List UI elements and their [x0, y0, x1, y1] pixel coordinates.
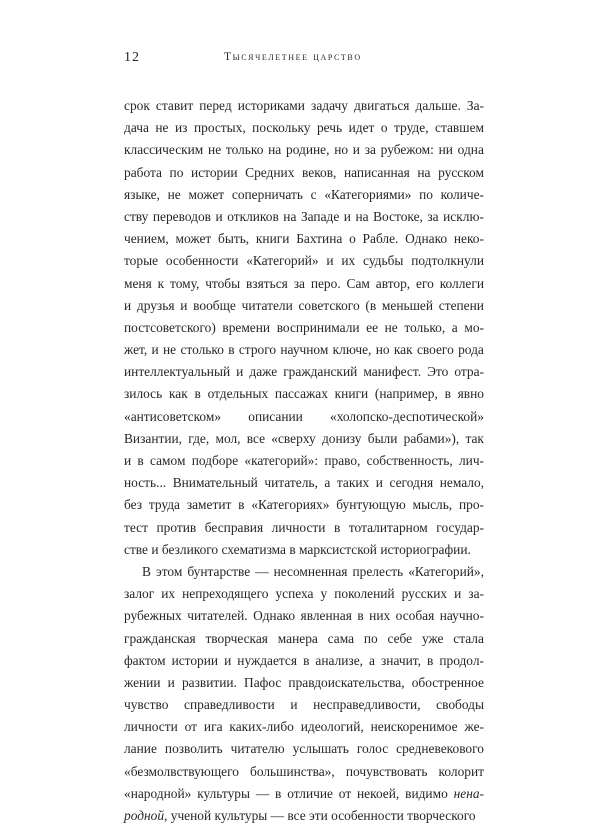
text-line: стве и безликого схематизма в марксистской историографии.: [124, 541, 471, 557]
text-line: чувство справедливости и несправедливости, свободы: [124, 697, 484, 713]
text-line: ность... Внимательный читатель, а таких и сегодня немало,: [124, 475, 484, 491]
text-line: интеллектуальный и даже гражданский манифест. Это отра-: [124, 364, 484, 380]
text-line: «народной» культуры — в отличие от некоей, видимо нена-: [124, 785, 484, 801]
text-line: фактом истории и нуждается в анализе, а значит, в продол-: [124, 652, 484, 668]
text-line: торые особенности «Категорий» и их судьбы подтолкнули: [124, 253, 484, 269]
text-line: постсоветского) времени воспринимали ее не только, а мо-: [124, 319, 484, 335]
text-line: жении и развитии. Пафос правдоискательства, обостренное: [124, 674, 484, 690]
text-line: гражданская творческая манера сама по себе уже стала: [124, 630, 484, 646]
text-line: срок ставит перед историками задачу двигаться дальше. За-: [124, 98, 484, 113]
text-line: чением, может быть, книги Бахтина о Рабле. Однако неко-: [124, 231, 484, 247]
running-title: Тысячелетнее царство: [224, 51, 362, 63]
text-line: «безмолвствующего большинства», почувствовать колорит: [124, 763, 484, 779]
text-line: «антисоветском» описании «холопско-деспотической»: [124, 408, 484, 424]
paragraph: [124, 561, 484, 827]
text-line: работа по истории Средних веков, написанная на русском: [124, 164, 484, 180]
text-line: рубежных читателей. Однако явленная в них особая научно-: [124, 608, 484, 624]
running-head: [124, 50, 484, 68]
text-line: классическим не только на родине, но и за рубежом: ни одна: [124, 142, 484, 158]
body-text: [124, 95, 484, 827]
text-line: Византии, где, мол, все «сверху донизу были рабами»), так: [124, 430, 484, 446]
text-line: родной, ученой культуры — все эти особенности творческого: [124, 808, 476, 823]
text-line: лание позволить читателю услышать голос средневекового: [124, 741, 484, 757]
text-line: без труда заметит в «Категориях» бунтующую мысль, про-: [124, 497, 485, 513]
text-line: языке, не может соперничать с «Категориями» по количе-: [124, 186, 484, 202]
text-line: ству переводов и откликов на Западе и на Востоке, за исклю-: [124, 208, 484, 224]
paragraph: [124, 95, 484, 561]
text-line: залог их непреходящего успеха у поколений русских и за-: [124, 586, 484, 602]
text-line: зилось как в отдельных пассажах книги (например, в явно: [124, 386, 484, 402]
page-number: 12: [124, 50, 140, 65]
text-line: меня к тому, чтобы взяться за перо. Сам автор, его коллеги: [124, 275, 485, 291]
text-line: дача не из простых, поскольку речь идет о труде, ставшем: [124, 120, 484, 136]
text-line: и в самом подборе «категорий»: право, собственность, лич-: [124, 453, 485, 468]
text-line: жет, и не столько в строго научном ключе, но как своего рода: [124, 342, 484, 358]
text-line: тест против бесправия личности в тоталитарном государ-: [124, 519, 485, 535]
text-line: личности от ига каких-либо идеологий, неискоренимое же-: [124, 719, 484, 735]
text-line: и друзья и вообще читатели советского (в меньшей степени: [124, 297, 484, 313]
text-line: В этом бунтарстве — несомненная прелесть «Категорий»,: [142, 563, 484, 579]
